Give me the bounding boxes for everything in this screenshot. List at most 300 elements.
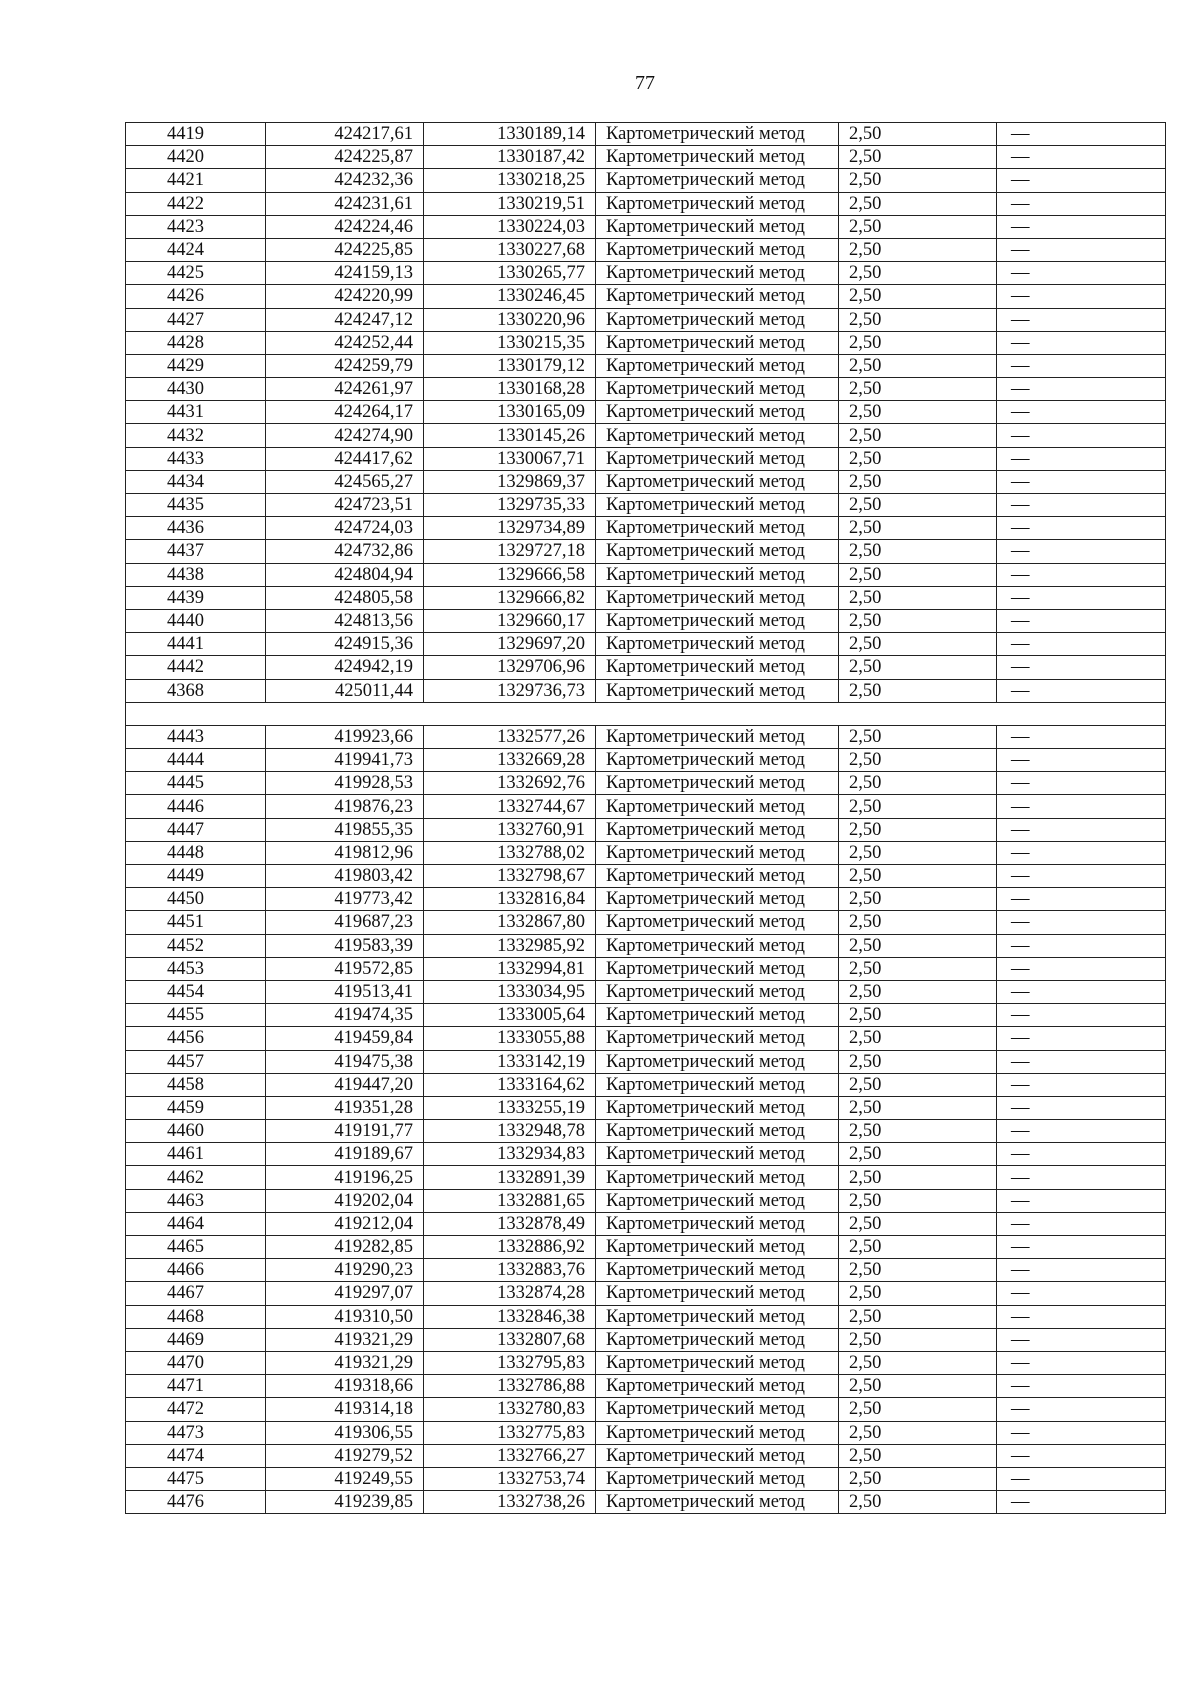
y-coordinate-cell: 1330246,45 [424,285,596,308]
description-cell: — [997,1236,1166,1259]
point-number-cell: 4472 [126,1398,266,1421]
precision-cell: 2,50 [839,1004,997,1027]
x-coordinate-cell: 424804,94 [266,563,424,586]
y-coordinate-cell: 1329697,20 [424,633,596,656]
precision-cell: 2,50 [839,934,997,957]
x-coordinate-cell: 424220,99 [266,285,424,308]
table-row [126,517,1166,540]
description-cell: — [997,447,1166,470]
y-coordinate-cell: 1332816,84 [424,888,596,911]
x-coordinate-cell: 424261,97 [266,378,424,401]
y-coordinate-cell: 1330227,68 [424,238,596,261]
description-cell: — [997,215,1166,238]
point-number-cell: 4466 [126,1259,266,1282]
x-coordinate-cell: 419321,29 [266,1328,424,1351]
y-coordinate-cell: 1332891,39 [424,1166,596,1189]
description-cell: — [997,1491,1166,1514]
y-coordinate-cell: 1332692,76 [424,772,596,795]
y-coordinate-cell: 1332669,28 [424,749,596,772]
table-row [126,656,1166,679]
precision-cell: 2,50 [839,1467,997,1490]
description-cell: — [997,1120,1166,1143]
table-row [126,795,1166,818]
x-coordinate-cell: 424264,17 [266,401,424,424]
y-coordinate-cell: 1329736,73 [424,679,596,702]
precision-cell: 2,50 [839,679,997,702]
method-cell: Картометрический метод [596,1004,839,1027]
precision-cell: 2,50 [839,1050,997,1073]
precision-cell: 2,50 [839,1282,997,1305]
x-coordinate-cell: 424274,90 [266,424,424,447]
description-cell: — [997,656,1166,679]
table-row [126,470,1166,493]
x-coordinate-cell: 424723,51 [266,494,424,517]
x-coordinate-cell: 419310,50 [266,1305,424,1328]
description-cell: — [997,378,1166,401]
point-number-cell: 4476 [126,1491,266,1514]
point-number-cell: 4461 [126,1143,266,1166]
y-coordinate-cell: 1332886,92 [424,1236,596,1259]
coordinates-table [125,122,1166,1514]
point-number-cell: 4443 [126,725,266,748]
point-number-cell: 4440 [126,609,266,632]
method-cell: Картометрический метод [596,656,839,679]
method-cell: Картометрический метод [596,1491,839,1514]
table-row [126,1375,1166,1398]
description-cell: — [997,1143,1166,1166]
method-cell: Картометрический метод [596,841,839,864]
y-coordinate-cell: 1332577,26 [424,725,596,748]
description-cell: — [997,470,1166,493]
description-cell: — [997,841,1166,864]
description-cell: — [997,331,1166,354]
y-coordinate-cell: 1332744,67 [424,795,596,818]
precision-cell: 2,50 [839,1236,997,1259]
method-cell: Картометрический метод [596,1375,839,1398]
y-coordinate-cell: 1333055,88 [424,1027,596,1050]
point-number-cell: 4451 [126,911,266,934]
table-row [126,749,1166,772]
y-coordinate-cell: 1329735,33 [424,494,596,517]
method-cell: Картометрический метод [596,934,839,957]
coordinates-table-body [126,123,1166,1514]
y-coordinate-cell: 1332760,91 [424,818,596,841]
precision-cell: 2,50 [839,841,997,864]
method-cell: Картометрический метод [596,424,839,447]
point-number-cell: 4441 [126,633,266,656]
x-coordinate-cell: 424247,12 [266,308,424,331]
method-cell: Картометрический метод [596,749,839,772]
precision-cell: 2,50 [839,1120,997,1143]
description-cell: — [997,1375,1166,1398]
description-cell: — [997,1027,1166,1050]
method-cell: Картометрический метод [596,1351,839,1374]
x-coordinate-cell: 419459,84 [266,1027,424,1050]
point-number-cell: 4450 [126,888,266,911]
point-number-cell: 4455 [126,1004,266,1027]
y-coordinate-cell: 1332775,83 [424,1421,596,1444]
x-coordinate-cell: 424813,56 [266,609,424,632]
method-cell: Картометрический метод [596,215,839,238]
x-coordinate-cell: 424942,19 [266,656,424,679]
precision-cell: 2,50 [839,192,997,215]
table-row [126,1143,1166,1166]
description-cell: — [997,123,1166,146]
precision-cell: 2,50 [839,123,997,146]
x-coordinate-cell: 419189,67 [266,1143,424,1166]
description-cell: — [997,888,1166,911]
x-coordinate-cell: 419318,66 [266,1375,424,1398]
y-coordinate-cell: 1330218,25 [424,169,596,192]
method-cell: Картометрический метод [596,1259,839,1282]
precision-cell: 2,50 [839,1421,997,1444]
point-number-cell: 4473 [126,1421,266,1444]
table-row [126,354,1166,377]
method-cell: Картометрический метод [596,285,839,308]
y-coordinate-cell: 1330168,28 [424,378,596,401]
method-cell: Картометрический метод [596,772,839,795]
description-cell: — [997,308,1166,331]
method-cell: Картометрический метод [596,1166,839,1189]
table-row [126,494,1166,517]
y-coordinate-cell: 1333034,95 [424,980,596,1003]
description-cell: — [997,540,1166,563]
description-cell: — [997,1189,1166,1212]
point-number-cell: 4474 [126,1444,266,1467]
precision-cell: 2,50 [839,865,997,888]
x-coordinate-cell: 419923,66 [266,725,424,748]
point-number-cell: 4460 [126,1120,266,1143]
x-coordinate-cell: 419941,73 [266,749,424,772]
table-row [126,679,1166,702]
description-cell: — [997,1398,1166,1421]
point-number-cell: 4470 [126,1351,266,1374]
table-row [126,633,1166,656]
point-number-cell: 4437 [126,540,266,563]
description-cell: — [997,633,1166,656]
y-coordinate-cell: 1330067,71 [424,447,596,470]
method-cell: Картометрический метод [596,1398,839,1421]
table-row [126,865,1166,888]
y-coordinate-cell: 1329869,37 [424,470,596,493]
precision-cell: 2,50 [839,980,997,1003]
x-coordinate-cell: 424724,03 [266,517,424,540]
description-cell: — [997,262,1166,285]
point-number-cell: 4439 [126,586,266,609]
y-coordinate-cell: 1332788,02 [424,841,596,864]
x-coordinate-cell: 419876,23 [266,795,424,818]
method-cell: Картометрический метод [596,192,839,215]
table-row [126,169,1166,192]
point-number-cell: 4464 [126,1212,266,1235]
x-coordinate-cell: 419803,42 [266,865,424,888]
section-separator-row [126,702,1166,725]
point-number-cell: 4420 [126,146,266,169]
table-row [126,1282,1166,1305]
y-coordinate-cell: 1332846,38 [424,1305,596,1328]
precision-cell: 2,50 [839,1073,997,1096]
method-cell: Картометрический метод [596,725,839,748]
precision-cell: 2,50 [839,470,997,493]
y-coordinate-cell: 1330189,14 [424,123,596,146]
point-number-cell: 4431 [126,401,266,424]
table-row [126,285,1166,308]
precision-cell: 2,50 [839,169,997,192]
x-coordinate-cell: 424231,61 [266,192,424,215]
y-coordinate-cell: 1330265,77 [424,262,596,285]
description-cell: — [997,772,1166,795]
y-coordinate-cell: 1330187,42 [424,146,596,169]
x-coordinate-cell: 419687,23 [266,911,424,934]
y-coordinate-cell: 1332807,68 [424,1328,596,1351]
table-row [126,1259,1166,1282]
precision-cell: 2,50 [839,262,997,285]
point-number-cell: 4446 [126,795,266,818]
point-number-cell: 4423 [126,215,266,238]
table-row [126,1212,1166,1235]
description-cell: — [997,911,1166,934]
method-cell: Картометрический метод [596,609,839,632]
description-cell: — [997,749,1166,772]
precision-cell: 2,50 [839,1351,997,1374]
point-number-cell: 4469 [126,1328,266,1351]
x-coordinate-cell: 419282,85 [266,1236,424,1259]
description-cell: — [997,285,1166,308]
y-coordinate-cell: 1332878,49 [424,1212,596,1235]
point-number-cell: 4453 [126,957,266,980]
point-number-cell: 4419 [126,123,266,146]
description-cell: — [997,1305,1166,1328]
y-coordinate-cell: 1332766,27 [424,1444,596,1467]
description-cell: — [997,865,1166,888]
table-row [126,447,1166,470]
table-row [126,725,1166,748]
point-number-cell: 4435 [126,494,266,517]
x-coordinate-cell: 419196,25 [266,1166,424,1189]
x-coordinate-cell: 419212,04 [266,1212,424,1235]
method-cell: Картометрический метод [596,633,839,656]
precision-cell: 2,50 [839,957,997,980]
y-coordinate-cell: 1332985,92 [424,934,596,957]
y-coordinate-cell: 1332948,78 [424,1120,596,1143]
method-cell: Картометрический метод [596,447,839,470]
description-cell: — [997,1050,1166,1073]
table-row [126,1491,1166,1514]
y-coordinate-cell: 1330215,35 [424,331,596,354]
table-row [126,146,1166,169]
description-cell: — [997,1467,1166,1490]
table-row [126,772,1166,795]
x-coordinate-cell: 424225,85 [266,238,424,261]
point-number-cell: 4452 [126,934,266,957]
precision-cell: 2,50 [839,1027,997,1050]
description-cell: — [997,1328,1166,1351]
y-coordinate-cell: 1332881,65 [424,1189,596,1212]
x-coordinate-cell: 419855,35 [266,818,424,841]
method-cell: Картометрический метод [596,1096,839,1119]
method-cell: Картометрический метод [596,1328,839,1351]
precision-cell: 2,50 [839,331,997,354]
precision-cell: 2,50 [839,1398,997,1421]
method-cell: Картометрический метод [596,1027,839,1050]
precision-cell: 2,50 [839,238,997,261]
y-coordinate-cell: 1332994,81 [424,957,596,980]
method-cell: Картометрический метод [596,957,839,980]
table-row [126,1166,1166,1189]
description-cell: — [997,1096,1166,1119]
table-row [126,238,1166,261]
table-row [126,980,1166,1003]
point-number-cell: 4462 [126,1166,266,1189]
description-cell: — [997,980,1166,1003]
y-coordinate-cell: 1333164,62 [424,1073,596,1096]
y-coordinate-cell: 1330219,51 [424,192,596,215]
point-number-cell: 4436 [126,517,266,540]
description-cell: — [997,1166,1166,1189]
point-number-cell: 4433 [126,447,266,470]
x-coordinate-cell: 419475,38 [266,1050,424,1073]
precision-cell: 2,50 [839,146,997,169]
method-cell: Картометрический метод [596,378,839,401]
precision-cell: 2,50 [839,1096,997,1119]
table-row [126,1073,1166,1096]
method-cell: Картометрический метод [596,1212,839,1235]
precision-cell: 2,50 [839,285,997,308]
table-row [126,308,1166,331]
point-number-cell: 4468 [126,1305,266,1328]
precision-cell: 2,50 [839,1212,997,1235]
description-cell: — [997,1421,1166,1444]
table-row [126,1421,1166,1444]
precision-cell: 2,50 [839,609,997,632]
point-number-cell: 4471 [126,1375,266,1398]
description-cell: — [997,401,1166,424]
table-row [126,1120,1166,1143]
y-coordinate-cell: 1330165,09 [424,401,596,424]
description-cell: — [997,192,1166,215]
description-cell: — [997,146,1166,169]
y-coordinate-cell: 1330179,12 [424,354,596,377]
point-number-cell: 4458 [126,1073,266,1096]
method-cell: Картометрический метод [596,795,839,818]
table-row [126,1467,1166,1490]
description-cell: — [997,354,1166,377]
description-cell: — [997,1004,1166,1027]
method-cell: Картометрический метод [596,238,839,261]
x-coordinate-cell: 419583,39 [266,934,424,957]
precision-cell: 2,50 [839,378,997,401]
method-cell: Картометрический метод [596,1282,839,1305]
point-number-cell: 4428 [126,331,266,354]
method-cell: Картометрический метод [596,308,839,331]
description-cell: — [997,1073,1166,1096]
description-cell: — [997,169,1166,192]
description-cell: — [997,424,1166,447]
method-cell: Картометрический метод [596,679,839,702]
x-coordinate-cell: 424217,61 [266,123,424,146]
precision-cell: 2,50 [839,1305,997,1328]
method-cell: Картометрический метод [596,1444,839,1467]
precision-cell: 2,50 [839,354,997,377]
point-number-cell: 4426 [126,285,266,308]
x-coordinate-cell: 419351,28 [266,1096,424,1119]
description-cell: — [997,725,1166,748]
method-cell: Картометрический метод [596,540,839,563]
x-coordinate-cell: 424732,86 [266,540,424,563]
precision-cell: 2,50 [839,424,997,447]
x-coordinate-cell: 424915,36 [266,633,424,656]
x-coordinate-cell: 419773,42 [266,888,424,911]
y-coordinate-cell: 1330224,03 [424,215,596,238]
method-cell: Картометрический метод [596,563,839,586]
method-cell: Картометрический метод [596,1073,839,1096]
y-coordinate-cell: 1329660,17 [424,609,596,632]
x-coordinate-cell: 424225,87 [266,146,424,169]
precision-cell: 2,50 [839,586,997,609]
point-number-cell: 4449 [126,865,266,888]
table-row [126,1444,1166,1467]
y-coordinate-cell: 1332867,80 [424,911,596,934]
y-coordinate-cell: 1330220,96 [424,308,596,331]
table-row [126,911,1166,934]
y-coordinate-cell: 1329734,89 [424,517,596,540]
description-cell: — [997,586,1166,609]
coordinates-table-container [125,122,1165,1514]
table-row [126,1096,1166,1119]
method-cell: Картометрический метод [596,980,839,1003]
x-coordinate-cell: 424252,44 [266,331,424,354]
point-number-cell: 4475 [126,1467,266,1490]
point-number-cell: 4454 [126,980,266,1003]
method-cell: Картометрический метод [596,401,839,424]
x-coordinate-cell: 424417,62 [266,447,424,470]
table-row [126,540,1166,563]
method-cell: Картометрический метод [596,1421,839,1444]
x-coordinate-cell: 419572,85 [266,957,424,980]
point-number-cell: 4465 [126,1236,266,1259]
x-coordinate-cell: 419191,77 [266,1120,424,1143]
y-coordinate-cell: 1329727,18 [424,540,596,563]
precision-cell: 2,50 [839,1259,997,1282]
x-coordinate-cell: 419812,96 [266,841,424,864]
precision-cell: 2,50 [839,1143,997,1166]
precision-cell: 2,50 [839,633,997,656]
table-row [126,262,1166,285]
x-coordinate-cell: 425011,44 [266,679,424,702]
x-coordinate-cell: 419279,52 [266,1444,424,1467]
x-coordinate-cell: 424805,58 [266,586,424,609]
method-cell: Картометрический метод [596,1305,839,1328]
y-coordinate-cell: 1332874,28 [424,1282,596,1305]
y-coordinate-cell: 1329666,58 [424,563,596,586]
point-number-cell: 4448 [126,841,266,864]
method-cell: Картометрический метод [596,169,839,192]
table-row [126,1027,1166,1050]
description-cell: — [997,1351,1166,1374]
description-cell: — [997,934,1166,957]
precision-cell: 2,50 [839,818,997,841]
precision-cell: 2,50 [839,1375,997,1398]
precision-cell: 2,50 [839,656,997,679]
point-number-cell: 4427 [126,308,266,331]
table-row [126,563,1166,586]
precision-cell: 2,50 [839,1491,997,1514]
precision-cell: 2,50 [839,795,997,818]
y-coordinate-cell: 1332738,26 [424,1491,596,1514]
description-cell: — [997,609,1166,632]
x-coordinate-cell: 419249,55 [266,1467,424,1490]
x-coordinate-cell: 424259,79 [266,354,424,377]
